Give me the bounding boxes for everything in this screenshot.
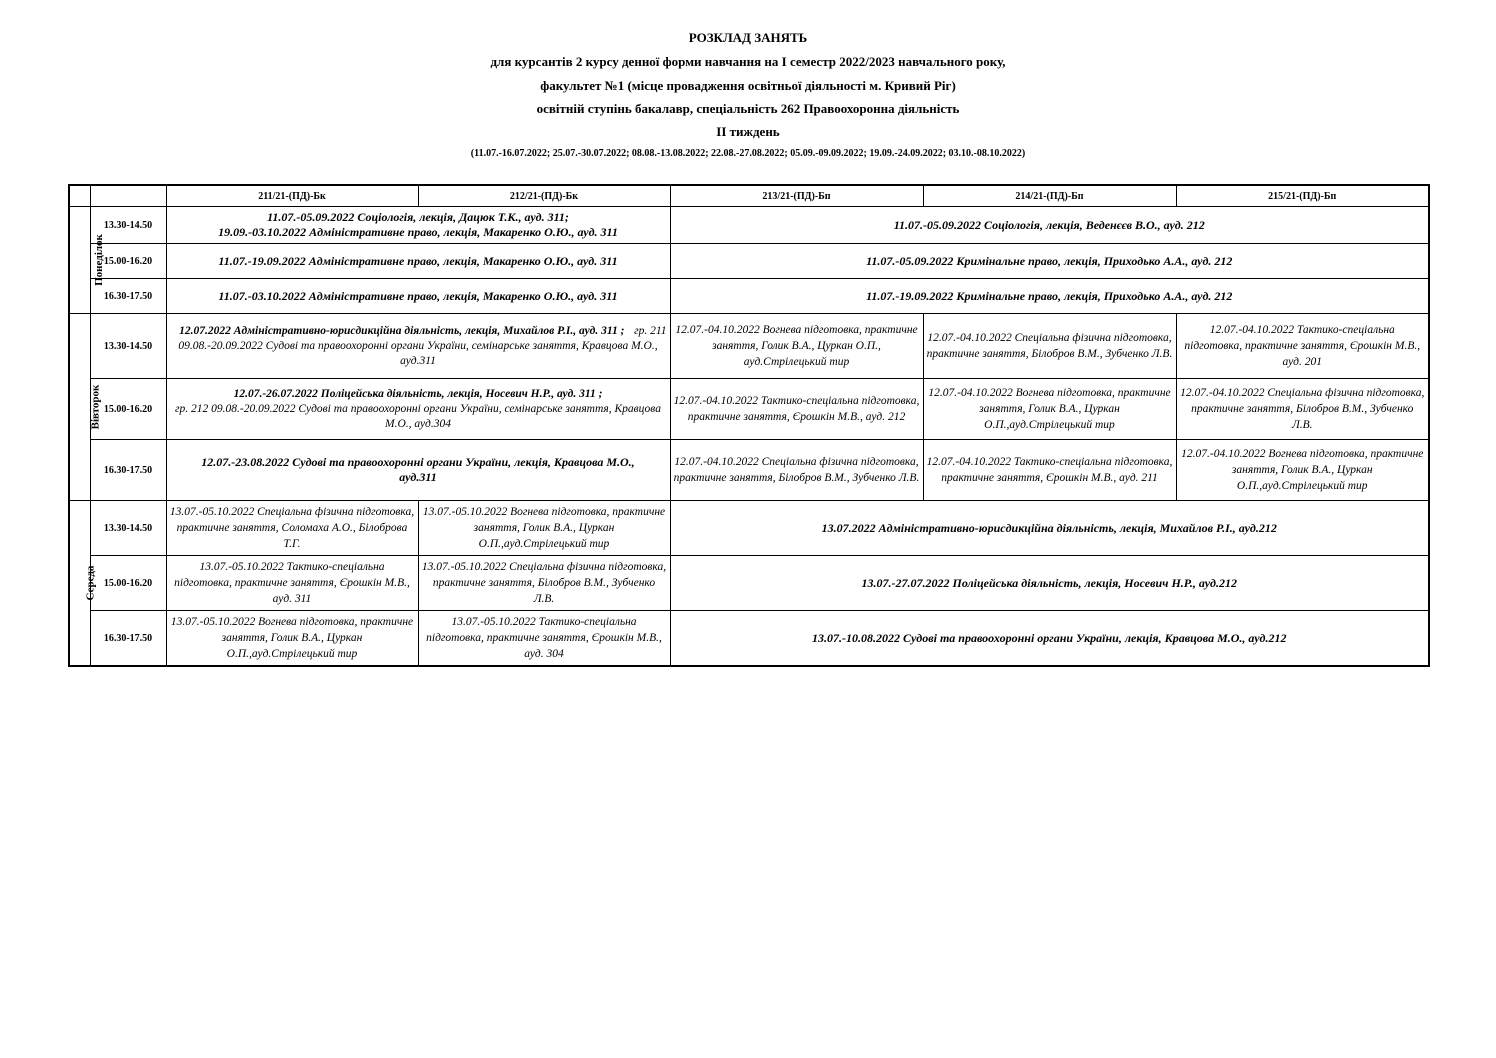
table-row [69,440,1429,501]
time-slot: 13.30-14.50 [90,207,166,244]
time-slot: 15.00-16.20 [90,556,166,611]
header-degree: освітній ступінь бакалавр, спеціальність 262 Правоохоронна діяльність [536,101,960,116]
header-day-cell [69,185,90,207]
header-dates: (11.07.-16.07.2022; 25.07.-30.07.2022; 08.08.-13.08.2022; 22.08.-27.08.2022; 05.09.-09.09.2022; 19.09.-24.09.2022; 03.10.-08.10.2022) [470,148,1026,159]
time-slot: 13.30-14.50 [90,314,166,379]
lesson-cell: 13.07.-05.10.2022 Тактико-спеціальна підготовка, практичне заняття, Єрошкін М.В., ауд. 304 [418,611,670,667]
lesson-cell: 13.07.-10.08.2022 Судові та правоохоронні органи України, лекція, Кравцова М.О., ауд.212 [670,611,1429,667]
lesson-cell: 12.07.2022 Адміністративно-юрисдикційна діяльність, лекція, Михайлов Р.І., ауд. 311 ; гр. 211 09.08.-20.09.2022 Судові та правоохоронні органи України, семінарське заняття, Кравцова М.О., ауд.311 [166,314,670,379]
day-monday: Понеділок [69,207,90,314]
table-header-row [69,185,1429,207]
lesson-cell: 11.07.-05.09.2022 Соціологія, лекція, Дацюк Т.К., ауд. 311; 19.09.-03.10.2022 Адміністративне право, лекція, Макаренко О.Ю., ауд. 311 [166,207,670,244]
table-row [69,314,1429,379]
table-row [69,611,1429,667]
group-header-215: 215/21-(ПД)-Бп [1176,185,1429,207]
lesson-cell: 12.07.-04.10.2022 Спеціальна фізична підготовка, практичне заняття, Білобров В.М., Зубченко Л.В. [1176,379,1429,440]
group-header-212: 212/21-(ПД)-Бк [418,185,670,207]
document-title: РОЗКЛАД ЗАНЯТЬ [688,30,808,45]
lesson-cell: 12.07.-04.10.2022 Тактико-спеціальна підготовка, практичне заняття, Єрошкін М.В., ауд. 212 [670,379,923,440]
lesson-cell: 12.07.-04.10.2022 Спеціальна фізична підготовка, практичне заняття, Білобров В.М., Зубченко Л.В. [923,314,1176,379]
lesson-cell: 11.07.-05.09.2022 Соціологія, лекція, Веденєєв В.О., ауд. 212 [670,207,1429,244]
lesson-cell: 13.07.-05.10.2022 Тактико-спеціальна підготовка, практичне заняття, Єрошкін М.В., ауд. 311 [166,556,418,611]
lesson-cell: 13.07.-05.10.2022 Спеціальна фізична підготовка, практичне заняття, Білобров В.М., Зубченко Л.В. [418,556,670,611]
table-row [69,207,1429,244]
lesson-cell: 11.07.-05.09.2022 Кримінальне право, лекція, Приходько А.А., ауд. 212 [670,244,1429,279]
time-slot: 16.30-17.50 [90,440,166,501]
lesson-cell: 13.07.2022 Адміністративно-юрисдикційна діяльність, лекція, Михайлов Р.І., ауд.212 [670,501,1429,556]
table-row [69,244,1429,279]
lesson-cell: 13.07.-05.10.2022 Вогнева підготовка, практичне заняття, Голик В.А., Цуркан О.П.,ауд.Стрілецький тир [418,501,670,556]
day-tuesday: Вівторок [69,314,90,501]
time-slot: 13.30-14.50 [90,501,166,556]
lesson-cell: 12.07.-04.10.2022 Спеціальна фізична підготовка, практичне заняття, Білобров В.М., Зубченко Л.В. [670,440,923,501]
lesson-cell: 12.07.-04.10.2022 Вогнева підготовка, практичне заняття, Голик В.А., Цуркан О.П.,ауд.Стрілецький тир [1176,440,1429,501]
lesson-cell: 11.07.-19.09.2022 Кримінальне право, лекція, Приходько А.А., ауд. 212 [670,279,1429,314]
lesson-cell: 12.07.-04.10.2022 Тактико-спеціальна підготовка, практичне заняття, Єрошкін М.В., ауд. 211 [923,440,1176,501]
lesson-cell: 12.07.-26.07.2022 Поліцейська діяльність, лекція, Носевич Н.Р., ауд. 311 ; гр. 212 09.08.-20.09.2022 Судові та правоохоронні органи України, семінарське заняття, Кравцова М.О., ауд.304 [166,379,670,440]
lesson-cell: 12.07.-04.10.2022 Вогнева підготовка, практичне заняття, Голик В.А., Цуркан О.П.,ауд.Стрілецький тир [923,379,1176,440]
lesson-cell: 13.07.-05.10.2022 Вогнева підготовка, практичне заняття, Голик В.А., Цуркан О.П.,ауд.Стрілецький тир [166,611,418,667]
lesson-cell: 12.07.-04.10.2022 Тактико-спеціальна підготовка, практичне заняття, Єрошкін М.В., ауд. 201 [1176,314,1429,379]
table-row [69,279,1429,314]
lesson-cell: 13.07.-27.07.2022 Поліцейська діяльність, лекція, Носевич Н.Р., ауд.212 [670,556,1429,611]
time-slot: 16.30-17.50 [90,279,166,314]
time-slot: 15.00-16.20 [90,244,166,279]
header-audience: для курсантів 2 курсу денної форми навчання на I семестр 2022/2023 навчального року, [490,54,1006,69]
lesson-cell: 11.07.-19.09.2022 Адміністративне право, лекція, Макаренко О.Ю., ауд. 311 [166,244,670,279]
group-header-211: 211/21-(ПД)-Бк [166,185,418,207]
lesson-cell: 13.07.-05.10.2022 Спеціальна фізична підготовка, практичне заняття, Соломаха А.О., Білоброва Т.Г. [166,501,418,556]
lesson-cell: 12.07.-04.10.2022 Вогнева підготовка, практичне заняття, Голик В.А., Цуркан О.П., ауд.Стрілецький тир [670,314,923,379]
lesson-cell: 12.07.-23.08.2022 Судові та правоохоронні органи України, лекція, Кравцова М.О., ауд.311 [166,440,670,501]
header-faculty: факультет №1 (місце провадження освітньої діяльності м. Кривий Ріг) [540,78,956,93]
day-wednesday: Середа [69,501,90,667]
group-header-213: 213/21-(ПД)-Бп [670,185,923,207]
time-slot: 16.30-17.50 [90,611,166,667]
lesson-cell: 11.07.-03.10.2022 Адміністративне право, лекція, Макаренко О.Ю., ауд. 311 [166,279,670,314]
time-slot: 15.00-16.20 [90,379,166,440]
group-header-214: 214/21-(ПД)-Бп [923,185,1176,207]
header-week: II тиждень [716,124,780,139]
schedule-table [68,184,1430,667]
table-row [69,379,1429,440]
table-row [69,556,1429,611]
table-row [69,501,1429,556]
header-time-cell [90,185,166,207]
